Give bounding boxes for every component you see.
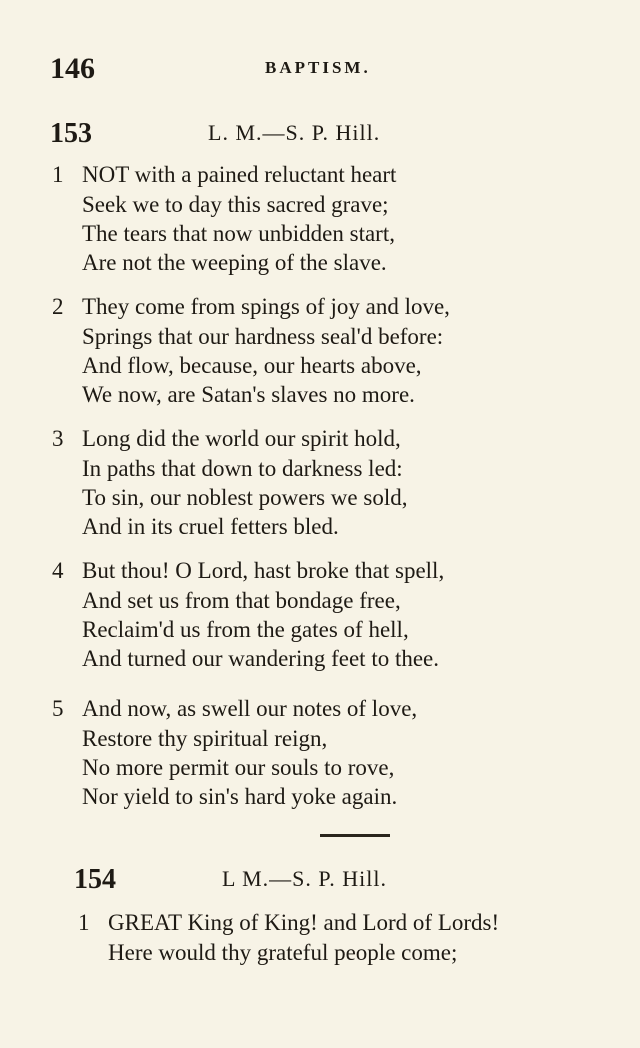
verse-number: 1 — [52, 162, 64, 187]
hymn-heading — [50, 864, 610, 904]
verse-line: They come from spings of joy and love, — [82, 294, 450, 319]
hymn-meter: L. M.—S. P. Hill. — [208, 120, 381, 145]
verse-line: And set us from that bondage free, — [82, 588, 401, 613]
verse-number: 5 — [52, 696, 64, 721]
hymn-heading — [50, 118, 610, 158]
hymn-number: 153 — [50, 118, 92, 149]
verse-line: No more permit our souls to rove, — [82, 755, 395, 780]
verse-line: We now, are Satan's slaves no more. — [82, 382, 415, 407]
verse-line: Nor yield to sin's hard yoke again. — [82, 784, 398, 809]
page-header — [50, 52, 610, 88]
verse-line: But thou! O Lord, hast broke that spell, — [82, 558, 445, 583]
verse-line: Here would thy grateful people come; — [108, 940, 458, 965]
page-number: 146 — [50, 52, 95, 85]
verse-line: Long did the world our spirit hold, — [82, 426, 401, 451]
verse-number: 1 — [78, 910, 90, 935]
verse-line: And in its cruel fetters bled. — [82, 514, 339, 539]
verse-line: NOT with a pained reluctant heart — [82, 162, 397, 187]
verse-number: 4 — [52, 558, 64, 583]
verse-line: The tears that now unbidden start, — [82, 221, 395, 246]
verse-line: Springs that our hardness seal'd before: — [82, 324, 444, 349]
verse-number: 2 — [52, 294, 64, 319]
verse-line: In paths that down to darkness led: — [82, 456, 403, 481]
verse-line: Restore thy spiritual reign, — [82, 726, 328, 751]
section-divider — [320, 834, 390, 837]
verse-line: And flow, because, our hearts above, — [82, 353, 422, 378]
verse-line: Are not the weeping of the slave. — [82, 250, 387, 275]
verse-number: 3 — [52, 426, 64, 451]
running-title: BAPTISM. — [265, 58, 371, 77]
verse-line: To sin, our noblest powers we sold, — [82, 485, 408, 510]
hymn-number: 154 — [74, 864, 116, 895]
verse-line: GREAT King of King! and Lord of Lords! — [108, 910, 500, 935]
verse-line: And now, as swell our notes of love, — [82, 696, 418, 721]
verse-line: Seek we to day this sacred grave; — [82, 192, 389, 217]
verse-line: Reclaim'd us from the gates of hell, — [82, 617, 409, 642]
hymn-meter: L M.—S. P. Hill. — [222, 866, 387, 891]
verse-line: And turned our wandering feet to thee. — [82, 646, 440, 671]
